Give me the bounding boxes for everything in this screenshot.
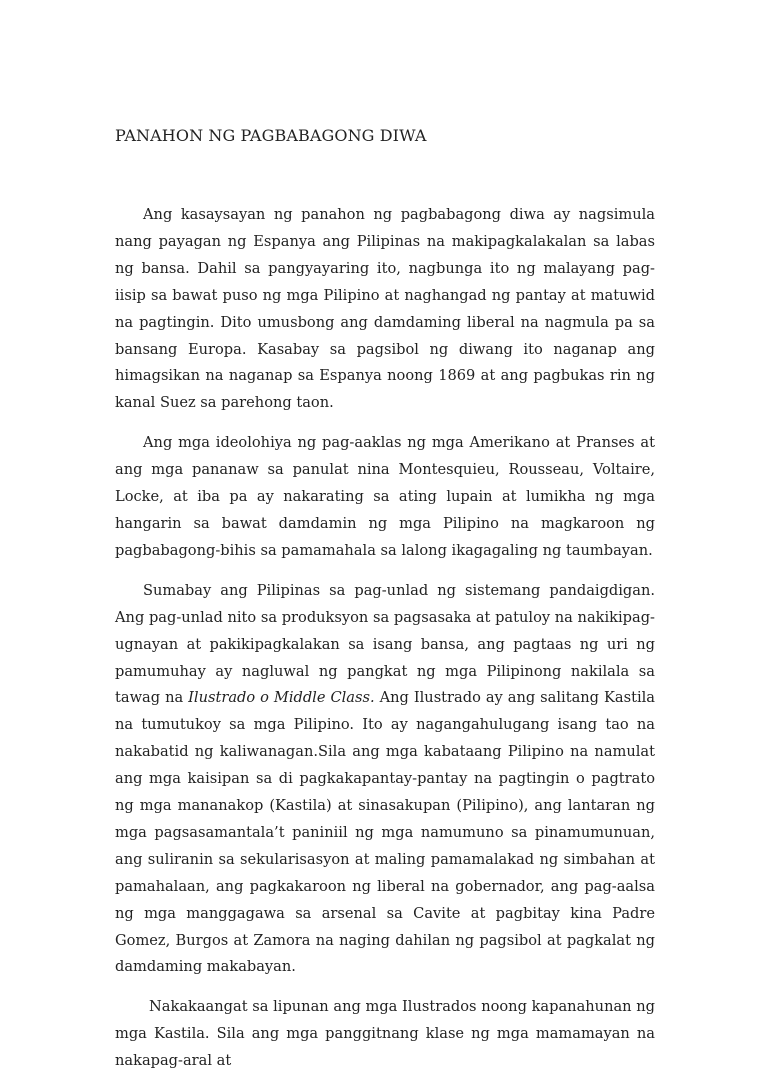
paragraph-4: Nakakaangat sa lipunan ang mga Ilustrados noong kapanahunan ng mga Kastila. Sila ang mga panggitnang klase ng mga mamamayan na nakapag-aral at	[115, 998, 655, 1070]
paragraph-2: Ang mga ideolohiya ng pag-aaklas ng mga Amerikano at Pranses at ang mga pananaw sa panulat nina Montesquieu, Rousseau, Voltaire, Locke, at iba pa ay nakarating sa ating lupain at lumikha ng mga hangarin sa bawat damdamin ng mga Pilipino na magkaroon ng pagbabagong-bihis sa pamamahala sa lalong ikagagaling ng taumbayan.	[115, 434, 655, 559]
document-body	[115, 202, 655, 1088]
paragraph-3-text-start: Sumabay ang Pilipinas sa pag-unlad ng sistemang pandaigdigan. Ang pag-unlad nito sa produksyon sa pagsasaka at patuloy na nakikipag-ugnayan at pakikipagkalakan sa isang bansa, ang pagtaas ng uri ng pamumuhay ay nagluwal ng pangkat ng mga Pilipinong nakilala sa tawag na	[115, 581, 655, 707]
document-title: PANAHON NG PAGBABAGONG DIWA	[115, 126, 427, 145]
paragraph-3	[115, 578, 655, 982]
italic-term: Ilustrado o Middle Class.	[188, 689, 375, 707]
paragraph-3-text-end: Ang Ilustrado ay ang salitang Kastila na tumutukoy sa mga Pilipino. Ito ay nagangahulugang isang tao na nakabatid ng kaliwanagan.Sila ang mga kabataang Pilipino na namulat ang mga kaisipan sa di pagkakapantay-pantay na pagtingin o pagtrato ng mga mananakop (Kastila) at sinasakupan (Pilipino), ang lantaran ng mga pagsasamantala’t paniniil ng mga namumuno sa pinamumunuan, ang suliranin sa sekularisasyon at maling pamamalakad ng simbahan at pamahalaan, ang pagkakaroon ng liberal na gobernador, ang pag-aalsa ng mga manggagawa sa arsenal sa Cavite at pagbitay kina Padre Gomez, Burgos at Zamora na naging dahilan ng pagsibol at pagkalat ng damdaming makabayan.	[115, 689, 655, 976]
paragraph-1: Ang kasaysayan ng panahon ng pagbabagong diwa ay nagsimula nang payagan ng Espanya ang Pilipinas na makipagkalakalan sa labas ng bansa. Dahil sa pangyayaring ito, nagbunga ito ng malayang pag-iisip sa bawat puso ng mga Pilipino at naghangad ng pantay at matuwid na pagtingin. Dito umusbong ang damdaming liberal na nagmula pa sa bansang Europa. Kasabay sa pagsibol ng diwang ito naganap ang himagsikan na naganap sa Espanya noong 1869 at ang pagbukas rin ng kanal Suez sa parehong taon.	[115, 206, 655, 412]
